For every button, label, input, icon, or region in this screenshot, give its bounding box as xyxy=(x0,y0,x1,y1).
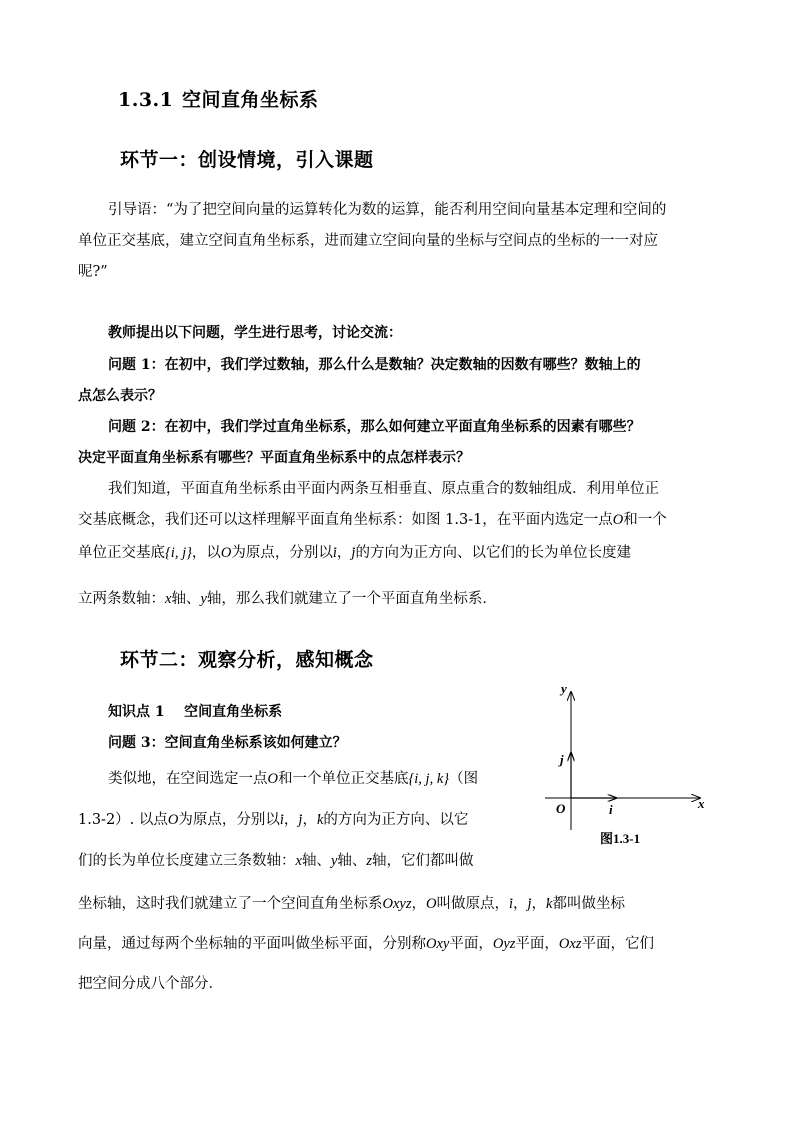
segment1-heading: 环节一：创设情境，引入课题 xyxy=(120,149,374,171)
space-para-line-2: 1.3-2）. 以点O为原点，分别以' i，' j，' k的方向为正方向、以它 xyxy=(78,805,468,836)
question-2-line-1: 问题 2：在初中，我们学过直角坐标系，那么如何建立平面直角坐标系的因素有哪些？ xyxy=(108,419,641,435)
space-para-line-5: 向量，通过每两个坐标轴的平面叫做坐标平面，分别称Oxy平面，Oyz平面，Oxz平面，它们 xyxy=(78,936,654,952)
basis-2d: {i, j} xyxy=(165,545,192,561)
axis-label-x: x xyxy=(698,796,705,811)
question-2-line-2: 决定平面直角坐标系有哪些？平面直角坐标系中的点怎样表示？ xyxy=(78,450,470,466)
intro-line-2: 单位正交基底，建立空间直角坐标系，进而建立空间向量的坐标与空间点的坐标的一一对应 xyxy=(78,233,658,249)
plane-para-line-1: 我们知道，平面直角坐标系由平面内两条互相垂直、原点重合的数轴组成．利用单位正 xyxy=(108,481,659,497)
space-para-line-1: 类似地，在空间选定一点O和一个单位正交基底{i, j, k}（图 xyxy=(108,771,479,787)
knowledge-point-heading: 知识点 1 空间直角坐标系 xyxy=(108,704,283,720)
intro-line-3: 呢?” xyxy=(78,264,108,280)
vector-label-j: j xyxy=(560,752,564,767)
plane-para-line-3: 单位正交基底{i, j}，以O为原点，分别以' i，' j的方向为正方向、以它们的长为单位长度建 xyxy=(78,538,631,569)
figure-caption: 图1.3-1 xyxy=(600,831,641,846)
intro-line-1: 引导语：“为了把空间向量的运算转化为数的运算，能否利用空间向量基本定理和空间的 xyxy=(108,202,667,218)
figure-1-3-1 xyxy=(540,680,720,850)
teacher-prompt: 教师提出以下问题，学生进行思考，讨论交流： xyxy=(108,325,402,341)
section-title-text: 空间直角坐标系 xyxy=(182,89,319,111)
basis-3d: {i, j, k} xyxy=(408,771,450,787)
origin-label: O xyxy=(556,801,566,816)
question-1-line-1: 问题 1：在初中，我们学过数轴，那么什么是数轴？决定数轴的因数有哪些？数轴上的 xyxy=(108,357,641,373)
space-para-line-3: 们的长为单位长度建立三条数轴：x轴、y轴、z轴，它们都叫做 xyxy=(78,853,474,869)
space-para-line-4: 坐标轴，这时我们就建立了一个空间直角坐标系Oxyz，O叫做原点，' i，' j，' k都叫做坐标 xyxy=(78,889,625,920)
plane-para-line-2: 交基底概念，我们还可以这样理解平面直角坐标系：如图 1.3-1，在平面内选定一点O和一个 xyxy=(78,512,667,528)
axis-label-y: y xyxy=(561,681,567,696)
vector-label-i: i xyxy=(609,802,613,817)
space-para-line-6: 把空间分成八个部分． xyxy=(78,976,223,992)
section-number: 1.3.1 xyxy=(118,89,174,111)
question-1-line-2: 点怎么表示？ xyxy=(78,388,162,404)
question-3: 问题 3：空间直角坐标系该如何建立？ xyxy=(108,735,347,751)
section-title xyxy=(118,85,319,112)
segment2-heading: 环节二：观察分析，感知概念 xyxy=(120,649,374,671)
plane-para-line-4: 立两条数轴：x轴、y轴，那么我们就建立了一个平面直角坐标系． xyxy=(78,591,497,607)
